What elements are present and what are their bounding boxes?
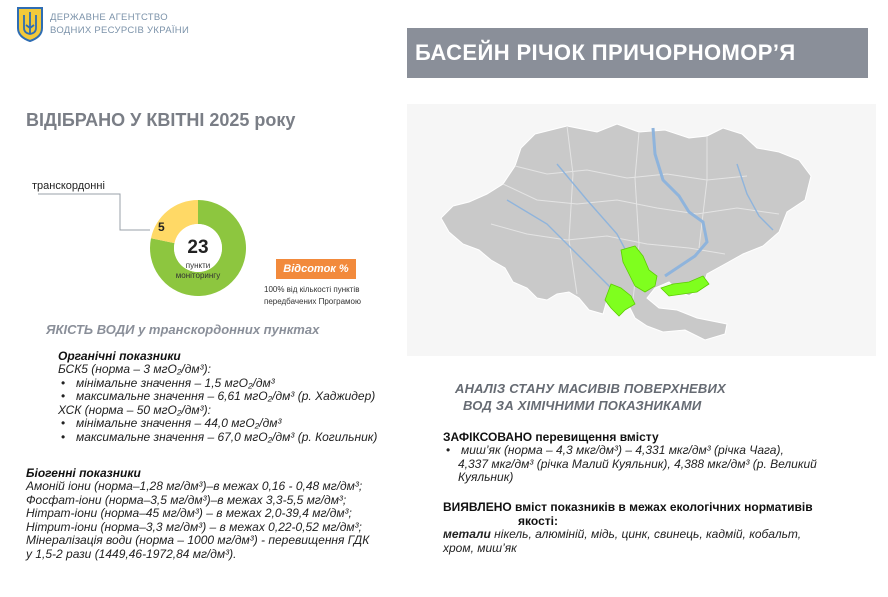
exceed-line1: • миш’як (норма – 4,3 мкг/дм³) – 4,331 мкг/дм³ (річка Чага), bbox=[443, 444, 863, 458]
analysis-heading-line1: АНАЛІЗ СТАНУ МАСИВІВ ПОВЕРХНЕВИХ bbox=[455, 381, 726, 396]
transboundary-label: транскордонні bbox=[32, 180, 105, 192]
monitoring-total-caption bbox=[170, 261, 226, 281]
biogenic-line1: Амоній іони (норма–1,28 мг/дм³)–в межах 0,16 - 0,48 мг/дм³; bbox=[26, 479, 363, 493]
biogenic-line5: Мінералізація води (норма – 1000 мг/дм³) - перевищення ГДК bbox=[26, 533, 370, 548]
exceed-heading: ЗАФІКСОВАНО перевищення вмісту bbox=[443, 430, 659, 444]
transboundary-leader-line bbox=[38, 194, 150, 230]
bsk-min: • мінімальне значення – 1,5 мгО₂/дм³ bbox=[58, 377, 418, 391]
organic-indicators-block bbox=[58, 349, 418, 445]
percent-note bbox=[264, 284, 374, 308]
agency-name bbox=[50, 11, 189, 37]
analysis-heading bbox=[455, 380, 835, 414]
agency-name-line1: ДЕРЖАВНЕ АГЕНТСТВО bbox=[50, 12, 168, 23]
hsk-max: • максимальне значення – 67,0 мгО₂/дм³ (р. Когильник) bbox=[58, 431, 418, 445]
page-title-banner bbox=[407, 28, 868, 78]
percent-note-line2: передбачених Програмою bbox=[264, 297, 361, 306]
metals-list-1: нікель, алюміній, мідь, цинк, свинець, кадмій, кобальт, bbox=[490, 527, 802, 541]
ukraine-map-svg bbox=[407, 104, 876, 356]
biogenic-line6: у 1,5-2 рази (1449,46-1972,84 мг/дм³). bbox=[26, 546, 237, 561]
exceed-line3: Куяльник) bbox=[458, 470, 514, 485]
ukraine-map bbox=[407, 104, 876, 356]
sampling-subtitle: ВІДІБРАНО У КВІТНІ 2025 року bbox=[26, 110, 296, 130]
metals-line2: хром, миш’як bbox=[443, 540, 517, 555]
agency-name-line2: ВОДНИХ РЕСУРСІВ УКРАЇНИ bbox=[50, 25, 190, 36]
biogenic-line2: Фосфат-іони (норма–3,5 мг/дм³)–в межах 3,3-5,5 мг/дм³; bbox=[26, 492, 347, 507]
bsk-title: БСК5 (норма – 3 мгО₂/дм³): bbox=[58, 362, 211, 376]
found-heading-line1: ВИЯВЛЕНО вміст показників в межах екологічних нормативів bbox=[443, 500, 813, 514]
percent-note-line1: 100% від кількості пунктів bbox=[264, 285, 360, 294]
hsk-min: • мінімальне значення – 44,0 мгО₂/дм³ bbox=[58, 417, 418, 431]
organic-heading: Органічні показники bbox=[58, 349, 181, 363]
page-title: БАСЕЙН РІЧОК ПРИЧОРНОМОР’Я bbox=[415, 40, 796, 65]
bsk-max: • максимальне значення – 6,61 мгО₂/дм³ (р. Хаджидер) bbox=[58, 390, 418, 404]
caption-line2: моніторингу bbox=[175, 271, 221, 280]
agency-logo bbox=[16, 6, 44, 42]
monitoring-total-count: 23 bbox=[187, 237, 209, 258]
exceedance-block bbox=[443, 430, 863, 485]
transboundary-count: 5 bbox=[158, 220, 165, 234]
exceed-line2: 4,337 мкг/дм³ (річка Малий Куяльник), 4,388 мкг/дм³ (р. Великий bbox=[458, 456, 817, 471]
caption-line1: пункти bbox=[185, 261, 211, 270]
analysis-heading-line2: ВОД ЗА ХІМІЧНИМИ ПОКАЗНИКАМИ bbox=[463, 398, 702, 413]
biogenic-line3: Нітрат-іони (норма–45 мг/дм³) – в межах 2,0-39,4 мг/дм³; bbox=[26, 506, 352, 521]
biogenic-heading: Біогенні показники bbox=[26, 466, 141, 480]
percent-button[interactable]: Відсоток % bbox=[276, 259, 356, 279]
trident-emblem-icon bbox=[16, 6, 44, 42]
water-quality-heading: ЯКІСТЬ ВОДИ у транскордонних пунктах bbox=[46, 322, 320, 337]
within-norms-block bbox=[443, 500, 873, 555]
biogenic-indicators-block bbox=[26, 466, 416, 562]
metals-line1 bbox=[443, 528, 873, 542]
metals-label: метали bbox=[443, 527, 491, 541]
hsk-title: ХСК (норма – 50 мгО₂/дм³): bbox=[58, 402, 211, 417]
biogenic-line4: Нітрит-іони (норма–3,3 мг/дм³) – в межах 0,22-0,52 мг/дм³; bbox=[26, 519, 362, 534]
found-heading-line2: якості: bbox=[518, 514, 558, 528]
